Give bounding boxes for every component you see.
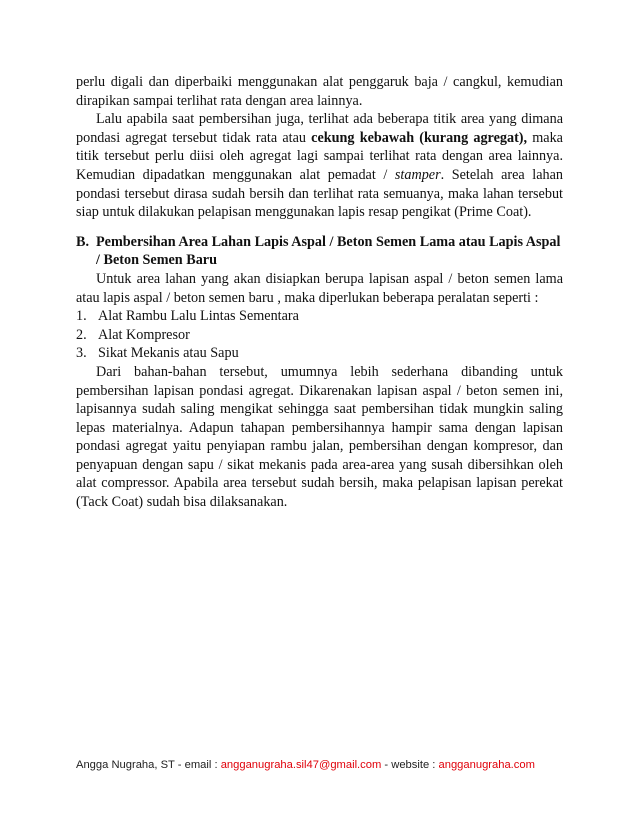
list-item — [76, 344, 563, 363]
list-number: 2. — [76, 326, 87, 343]
section-body: Dari bahan-bahan tersebut, umumnya lebih sederhana dibanding untuk pembersihan lapisan pondasi agregat. Dikarenakan lapisan aspal / beton semen ini, lapisannya sudah saling mengikat sehingga saat pembersihan tidak mungkin saling lepas materialnya. Adapun tahapan pembersihannya hampir sama dengan lapisan pondasi agregat yaitu penyiapan rambu jalan, pembersihan dengan kompresor, dan penyapuan dengan sapu / sikat mekanis pada area-area yang susah dibersihkan oleh alat compressor. Apabila area tersebut sudah bersih, maka pelapisan lapisan perekat (Tack Coat) sudah bisa dilaksanakan. — [76, 363, 563, 511]
document-body — [76, 73, 563, 512]
bold-emphasis: cekung kebawah (kurang agregat), — [311, 129, 528, 146]
paragraph-text: maka titik tersebut perlu diisi oleh agregat lagi sampai terlihat rata dengan area lainnya. Kemudian dipadatkan menggunakan alat pemadat / — [76, 129, 563, 183]
list-text: Sikat Mekanis atau Sapu — [98, 345, 239, 362]
footer-email-link[interactable]: angganugraha.sil47@gmail.com — [220, 759, 382, 771]
section-heading — [76, 233, 563, 270]
footer-author: Angga Nugraha, ST - email : — [76, 759, 221, 771]
page-footer — [76, 759, 563, 771]
spacer — [76, 222, 563, 233]
equipment-list — [76, 307, 563, 363]
footer-separator: - website : — [381, 759, 439, 771]
section-title: Pembersihan Area Lahan Lapis Aspal / Beton Semen Lama atau Lapis Aspal / Beton Semen Baru — [96, 233, 561, 269]
list-item — [76, 326, 563, 345]
italic-term: stamper — [394, 166, 441, 183]
paragraph-text: . Setelah area lahan pondasi tersebut dirasa sudah bersih dan terlihat rata semuanya, maka lahan tersebut siap untuk dilakukan pelapisan menggunakan lapis resap pengikat (Prime Coat). — [76, 166, 563, 221]
list-text: Alat Kompresor — [98, 326, 190, 343]
list-item — [76, 307, 563, 326]
paragraph-text: Lalu apabila saat pembersihan juga, terlihat ada beberapa titik area yang dimana pondasi agregat tersebut tidak rata atau — [76, 111, 563, 146]
list-number: 3. — [76, 345, 87, 362]
footer-website-link[interactable]: angganugraha.com — [438, 759, 535, 771]
paragraph-continuation: perlu digali dan diperbaiki menggunakan alat penggaruk baja / cangkul, kemudian dirapikan sampai terlihat rata dengan area lainnya. — [76, 74, 563, 109]
section-letter: B. — [76, 233, 90, 250]
list-text: Alat Rambu Lalu Lintas Sementara — [98, 308, 299, 325]
section-intro: Untuk area lahan yang akan disiapkan berupa lapisan aspal / beton semen lama atau lapis aspal / beton semen baru , maka diperlukan beberapa peralatan seperti : — [76, 270, 563, 306]
paragraph-prime-coat — [76, 110, 563, 222]
list-number: 1. — [76, 308, 87, 325]
